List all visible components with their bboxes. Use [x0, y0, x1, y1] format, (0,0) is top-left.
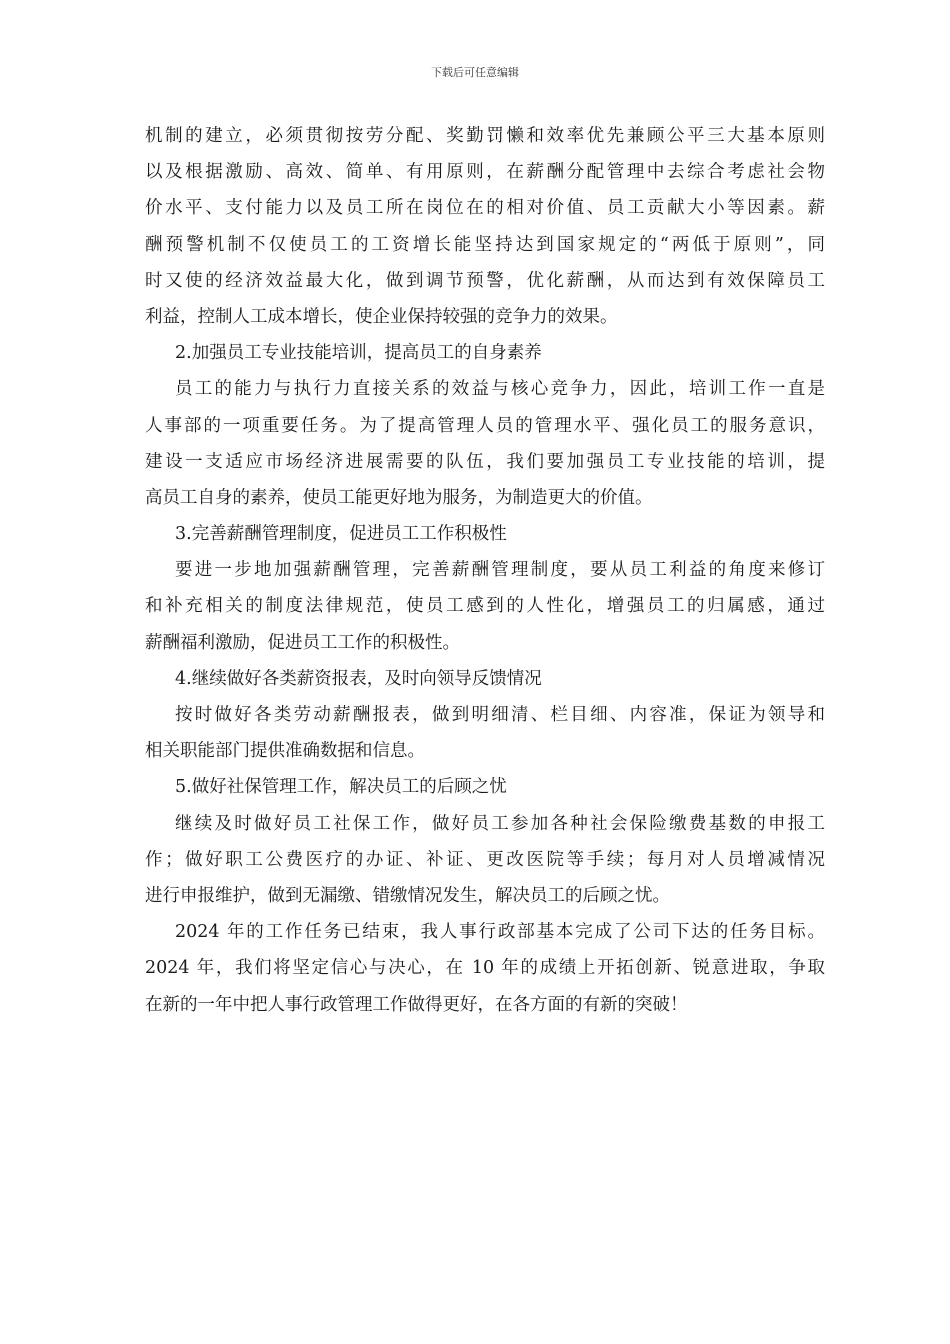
text-line: 4.继续做好各类薪资报表，及时向领导反馈情况 — [175, 668, 542, 689]
text-line: 酬预警机制不仅使员工的工资增长能坚持达到国家规定的“两低于原则”，同 — [145, 234, 825, 255]
text-line: 相关职能部门提供准确数据和信息。 — [145, 741, 425, 762]
text-line: 2024 年的工作任务已结束，我人事行政部基本完成了公司下达的任务目标。 — [175, 922, 825, 943]
text-line: 时又使的经济效益最大化，做到调节预警，优化薪酬，从而达到有效保障员工 — [145, 270, 825, 291]
text-line: 2024 年，我们将坚定信心与决心，在 10 年的成绩上开拓创新、锐意进取，争取 — [145, 958, 825, 979]
text-line: 2.加强员工专业技能培训，提高员工的自身素养 — [175, 343, 542, 364]
text-line: 利益，控制人工成本增长，使企业保持较强的竞争力的效果。 — [145, 306, 618, 327]
page-header: 下载后可任意编辑 — [431, 66, 519, 79]
text-line: 和补充相关的制度法律规范，使员工感到的人性化，增强员工的归属感，通过 — [145, 596, 825, 617]
text-line: 机制的建立，必须贯彻按劳分配、奖勤罚懒和效率优先兼顾公平三大基本原则 — [145, 126, 825, 146]
text-line: 进行申报维护，做到无漏缴、错缴情况发生，解决员工的后顾之忧。 — [145, 885, 670, 906]
text-line: 员工的能力与执行力直接关系的效益与核心竞争力，因此，培训工作一直是 — [175, 379, 825, 400]
text-line: 按时做好各类劳动薪酬报表，做到明细清、栏目细、内容准，保证为领导和 — [175, 705, 825, 725]
document-body — [145, 118, 825, 1023]
text-line: 以及根据激励、高效、简单、有用原则，在薪酬分配管理中去综合考虑社会物 — [145, 162, 825, 183]
text-line: 继续及时做好员工社保工作，做好员工参加各种社会保险缴费基数的申报工 — [175, 813, 825, 834]
text-line: 5.做好社保管理工作，解决员工的后顾之忧 — [175, 777, 507, 798]
text-line: 在新的一年中把人事行政管理工作做得更好，在各方面的有新的突破！ — [145, 994, 688, 1015]
text-line: 高员工自身的素养，使员工能更好地为服务，为制造更大的价值。 — [145, 487, 653, 508]
text-line: 人事部的一项重要任务。为了提高管理人员的管理水平、强化员工的服务意识， — [145, 415, 825, 436]
text-line: 要进一步地加强薪酬管理，完善薪酬管理制度，要从员工利益的角度来修订 — [175, 560, 825, 581]
text-line: 价水平、支付能力以及员工所在岗位在的相对价值、员工贡献大小等因素。薪 — [145, 198, 825, 219]
text-line: 建设一支适应市场经济进展需要的队伍，我们要加强员工专业技能的培训，提 — [145, 451, 825, 472]
text-line: 3.完善薪酬管理制度，促进员工工作积极性 — [175, 524, 507, 545]
text-line: 薪酬福利激励，促进员工工作的积极性。 — [145, 632, 460, 653]
text-line: 作；做好职工公费医疗的办证、补证、更改医院等手续；每月对人员增减情况 — [145, 849, 825, 870]
